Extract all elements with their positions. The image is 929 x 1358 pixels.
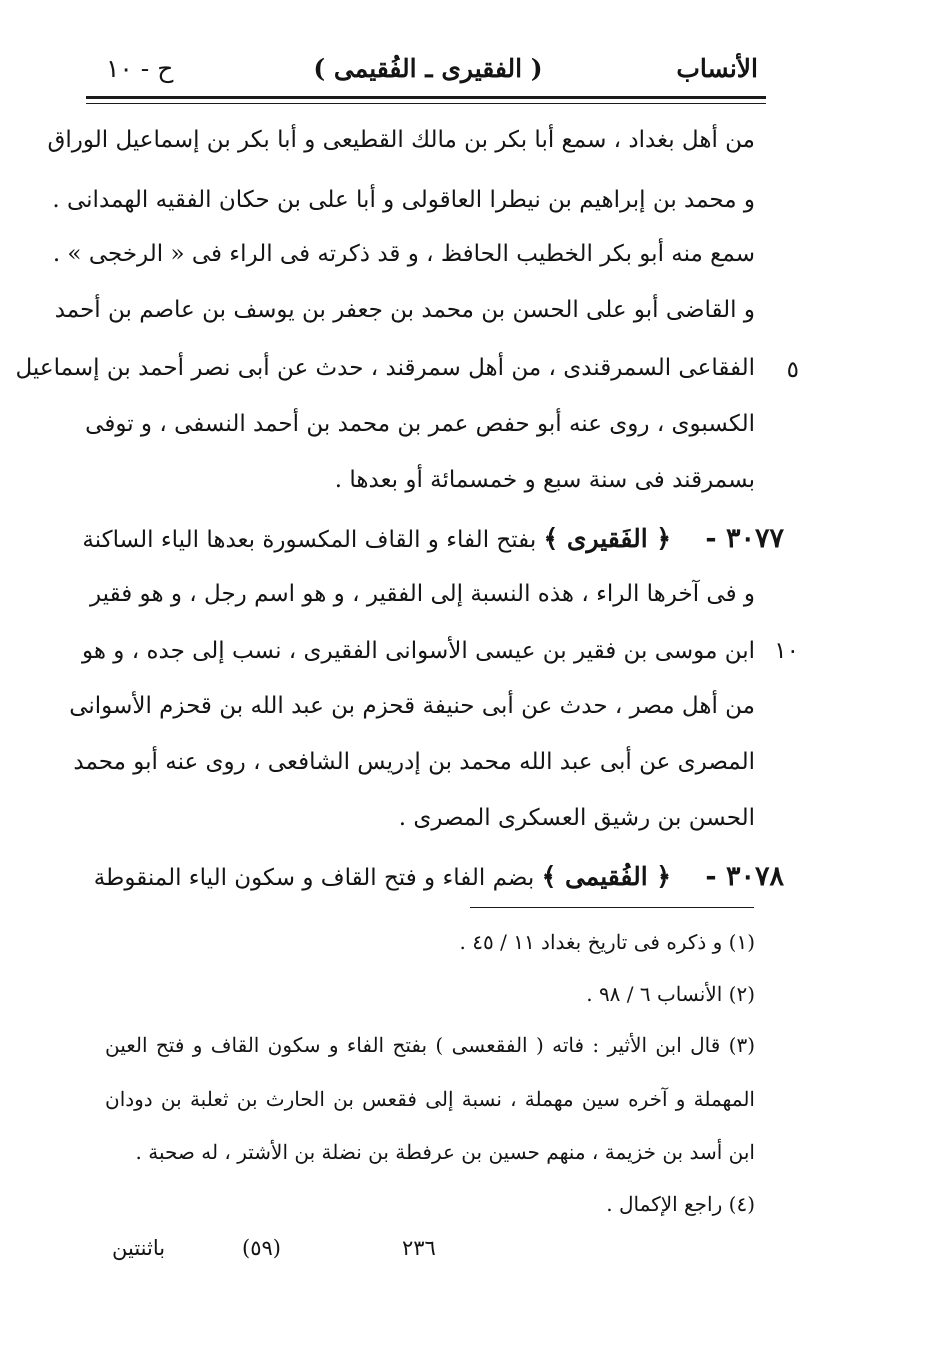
line-marker-10: ١٠: [774, 638, 799, 664]
page-entries-range: ( الفقيرى ـ الفُقيمى ): [313, 54, 543, 83]
entry-3077-number: ٣٠٧٧ -: [705, 523, 784, 554]
entry-3077-line-4: من أهل مصر ، حدث عن أبى حنيفة قحزم بن عبد الله بن قحزم الأسوانى: [69, 693, 755, 719]
printer-mark: باثنتين: [112, 1236, 166, 1260]
footnote-rule: [470, 907, 754, 908]
entry-3077-line-2: و فى آخرها الراء ، هذه النسبة إلى الفقير ، و هو اسم رجل ، و هو فقير: [89, 581, 755, 607]
footnote-1: (١) و ذكره فى تاريخ بغداد ١١ / ٤٥ .: [459, 930, 755, 954]
entry-3077-line-6: الحسن بن رشيق العسكرى المصرى .: [398, 805, 755, 831]
footnote-4: (٤) راجع الإكمال .: [606, 1192, 755, 1216]
line-marker-5: ٥: [786, 357, 799, 383]
footnote-3-line-3: ابن أسد بن خزيمة ، منهم حسين بن عرفطة بن نضلة بن الأشتر ، له صحبة .: [135, 1140, 755, 1164]
body-line-5: الفقاعى السمرقندى ، من أهل سمرقند ، حدث عن أبى نصر أحمد بن إسماعيل: [15, 355, 755, 381]
entry-3078-number: ٣٠٧٨ -: [705, 861, 784, 892]
entry-3077-line-3: ابن موسى بن فقير بن عيسى الأسوانى الفقيرى ، نسب إلى جده ، و هو: [81, 638, 755, 664]
entry-3077-first-line-text: بفتح الفاء و القاف المكسورة بعدها الياء الساكنة: [82, 527, 537, 553]
body-line-6: الكسبوى ، روى عنه أبو حفص عمر بن محمد بن أحمد النسفى ، و توفى: [85, 411, 755, 437]
body-line-7: بسمرقند فى سنة سبع و خمسمائة أو بعدها .: [334, 467, 755, 493]
header-rule-thick: [86, 96, 766, 99]
signature-number: (٥٩): [242, 1236, 281, 1260]
footnote-3-line-2: المهملة و آخره سين مهملة ، نسبة إلى فقعس بن الحارث بن ثعلبة بن دودان: [105, 1087, 755, 1111]
volume-number: ح - ١٠: [106, 54, 174, 83]
entry-3078-first-line: [93, 855, 671, 899]
book-title: الأنساب: [676, 54, 758, 83]
body-line-3: سمع منه أبو بكر الخطيب الحافظ ، و قد ذكرته فى الراء فى « الرخجى » .: [52, 241, 755, 267]
body-line-2: و محمد بن إبراهيم بن نيطرا العاقولى و أبا على بن حكان الفقيه الهمدانى .: [52, 187, 755, 213]
body-line-4: و القاضى أبو على الحسن بن محمد بن جعفر بن يوسف بن عاصم بن أحمد: [54, 297, 755, 323]
header-rule-thin: [86, 103, 766, 104]
entry-3078-heading: ﴿ الفُقيمى ﴾: [541, 862, 671, 891]
entry-3077-first-line: [82, 517, 671, 561]
entry-3078-first-line-text: بضم الفاء و فتح القاف و سكون الياء المنقوطة: [93, 865, 535, 891]
footnote-3-line-1: (٣) قال ابن الأثير : فاته ( الفقعسى ) بفتح الفاء و سكون القاف و فتح العين: [105, 1033, 755, 1057]
body-line-1: من أهل بغداد ، سمع أبا بكر بن مالك القطيعى و أبا بكر بن إسماعيل الوراق: [47, 127, 755, 153]
running-header: [98, 52, 758, 94]
entry-3077-line-5: المصرى عن أبى عبد الله محمد بن إدريس الشافعى ، روى عنه أبو محمد: [73, 749, 755, 775]
footnote-2: (٢) الأنساب ٦ / ٩٨ .: [586, 982, 755, 1006]
page-number: ٢٣٦: [402, 1236, 436, 1260]
entry-3077-heading: ﴿ الفَقيرى ﴾: [543, 524, 671, 553]
